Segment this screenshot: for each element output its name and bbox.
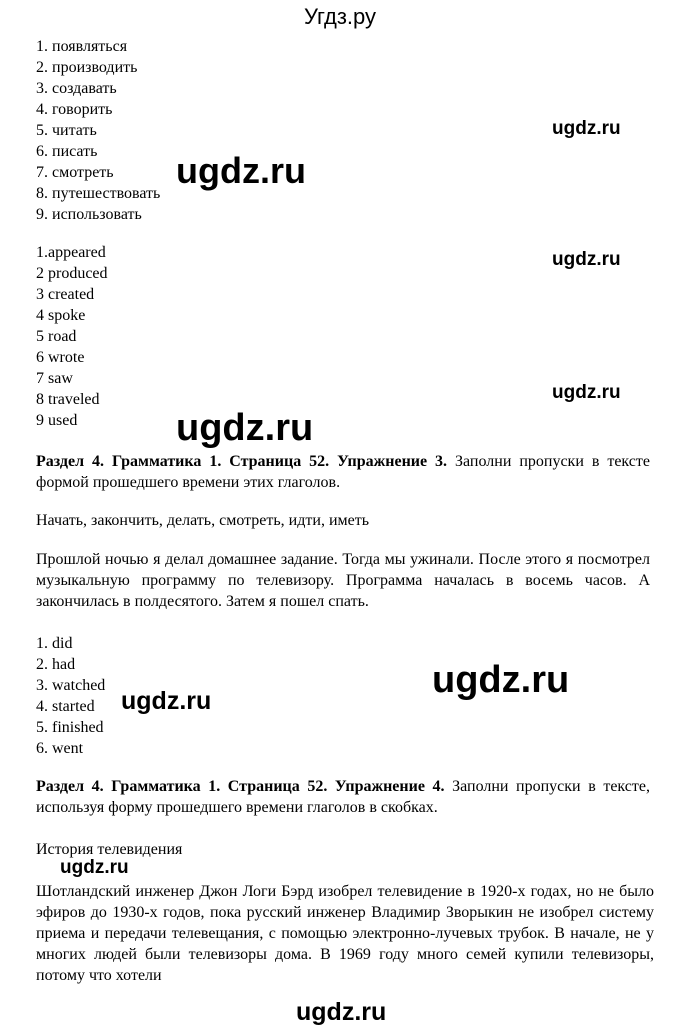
watermark: ugdz.ru [176,150,306,191]
exercise3-heading: Раздел 4. Грамматика 1. Страница 52. Упражнение 3. [36,453,448,470]
list-item: 3 created [36,286,95,303]
list-item: 3. создавать [36,80,117,97]
list-item: 8. путешествовать [36,185,161,202]
watermark: ugdz.ru [176,407,314,449]
exercise3-answer-list [36,633,105,759]
list-item: 7. смотреть [36,164,114,181]
list-item: 6. went [36,740,84,757]
exercise4-heading: Раздел 4. Грамматика 1. Страница 52. Упражнение 4. [36,778,445,795]
list-item: 7 saw [36,370,73,387]
exercise3-verbs: Начать, закончить, делать, смотреть, идти, иметь [36,512,370,529]
watermark: ugdz.ru [296,998,387,1026]
list-item: 1. did [36,635,73,652]
list-item: 4 spoke [36,307,86,324]
list-item: 1.appeared [36,244,106,261]
watermark: ugdz.ru [552,249,621,270]
exercise4-task [36,776,650,818]
list-item: 1. появляться [36,38,128,55]
exercise4-task-text: Заполни пропуски в тексте, используя форму прошедшего времени глаголов в скобках. [36,778,651,816]
watermark: ugdz.ru [60,857,129,878]
list-item: 9 used [36,412,78,429]
watermark: ugdz.ru [552,382,621,403]
watermark: ugdz.ru [552,118,621,139]
list-item: 4. говорить [36,101,113,118]
site-header: Угдз.ру [303,4,377,29]
list-item: 5 road [36,328,77,345]
list-item: 6. писать [36,143,98,160]
list-item: 8 traveled [36,391,100,408]
list-item: 6 wrote [36,349,85,366]
list-item: 5. читать [36,122,97,139]
story-title: История телевидения [36,841,183,858]
watermark: ugdz.ru [121,687,212,715]
list-item: 4. started [36,698,95,715]
story-text: Шотландский инженер Джон Логи Бэрд изобрел телевидение в 1920-х годах, но не было эфиров до 1930-х годов, пока русский инженер Владимир Зворыкин не изобрел систему приема и передачи телевещания, с помощью электронно-лучевых трубок. В начале, не у многих людей были телевизоры дома. В 1969 году много семей купили телевизоры, потому что хотели [36,883,654,984]
list-item: 5. finished [36,719,104,736]
watermark: ugdz.ru [432,659,570,701]
exercise3-translation: Прошлой ночью я делал домашнее задание. Тогда мы ужинали. После этого я посмотрел музыкальную программу по телевизору. Программа началась в восемь часов. А закончилась в полдесятого. Затем я пошел спать. [36,551,650,610]
list-item: 9. использовать [36,206,142,223]
list-item: 3. watched [36,677,106,694]
exercise3-task-text: Заполни пропуски в тексте формой прошедшего времени этих глаголов. [36,453,650,491]
russian-verb-list [36,36,160,225]
list-item: 2. had [36,656,76,673]
list-item: 2 produced [36,265,108,282]
exercise3-task [36,451,650,493]
list-item: 2. производить [36,59,138,76]
english-past-form-list [36,242,108,431]
